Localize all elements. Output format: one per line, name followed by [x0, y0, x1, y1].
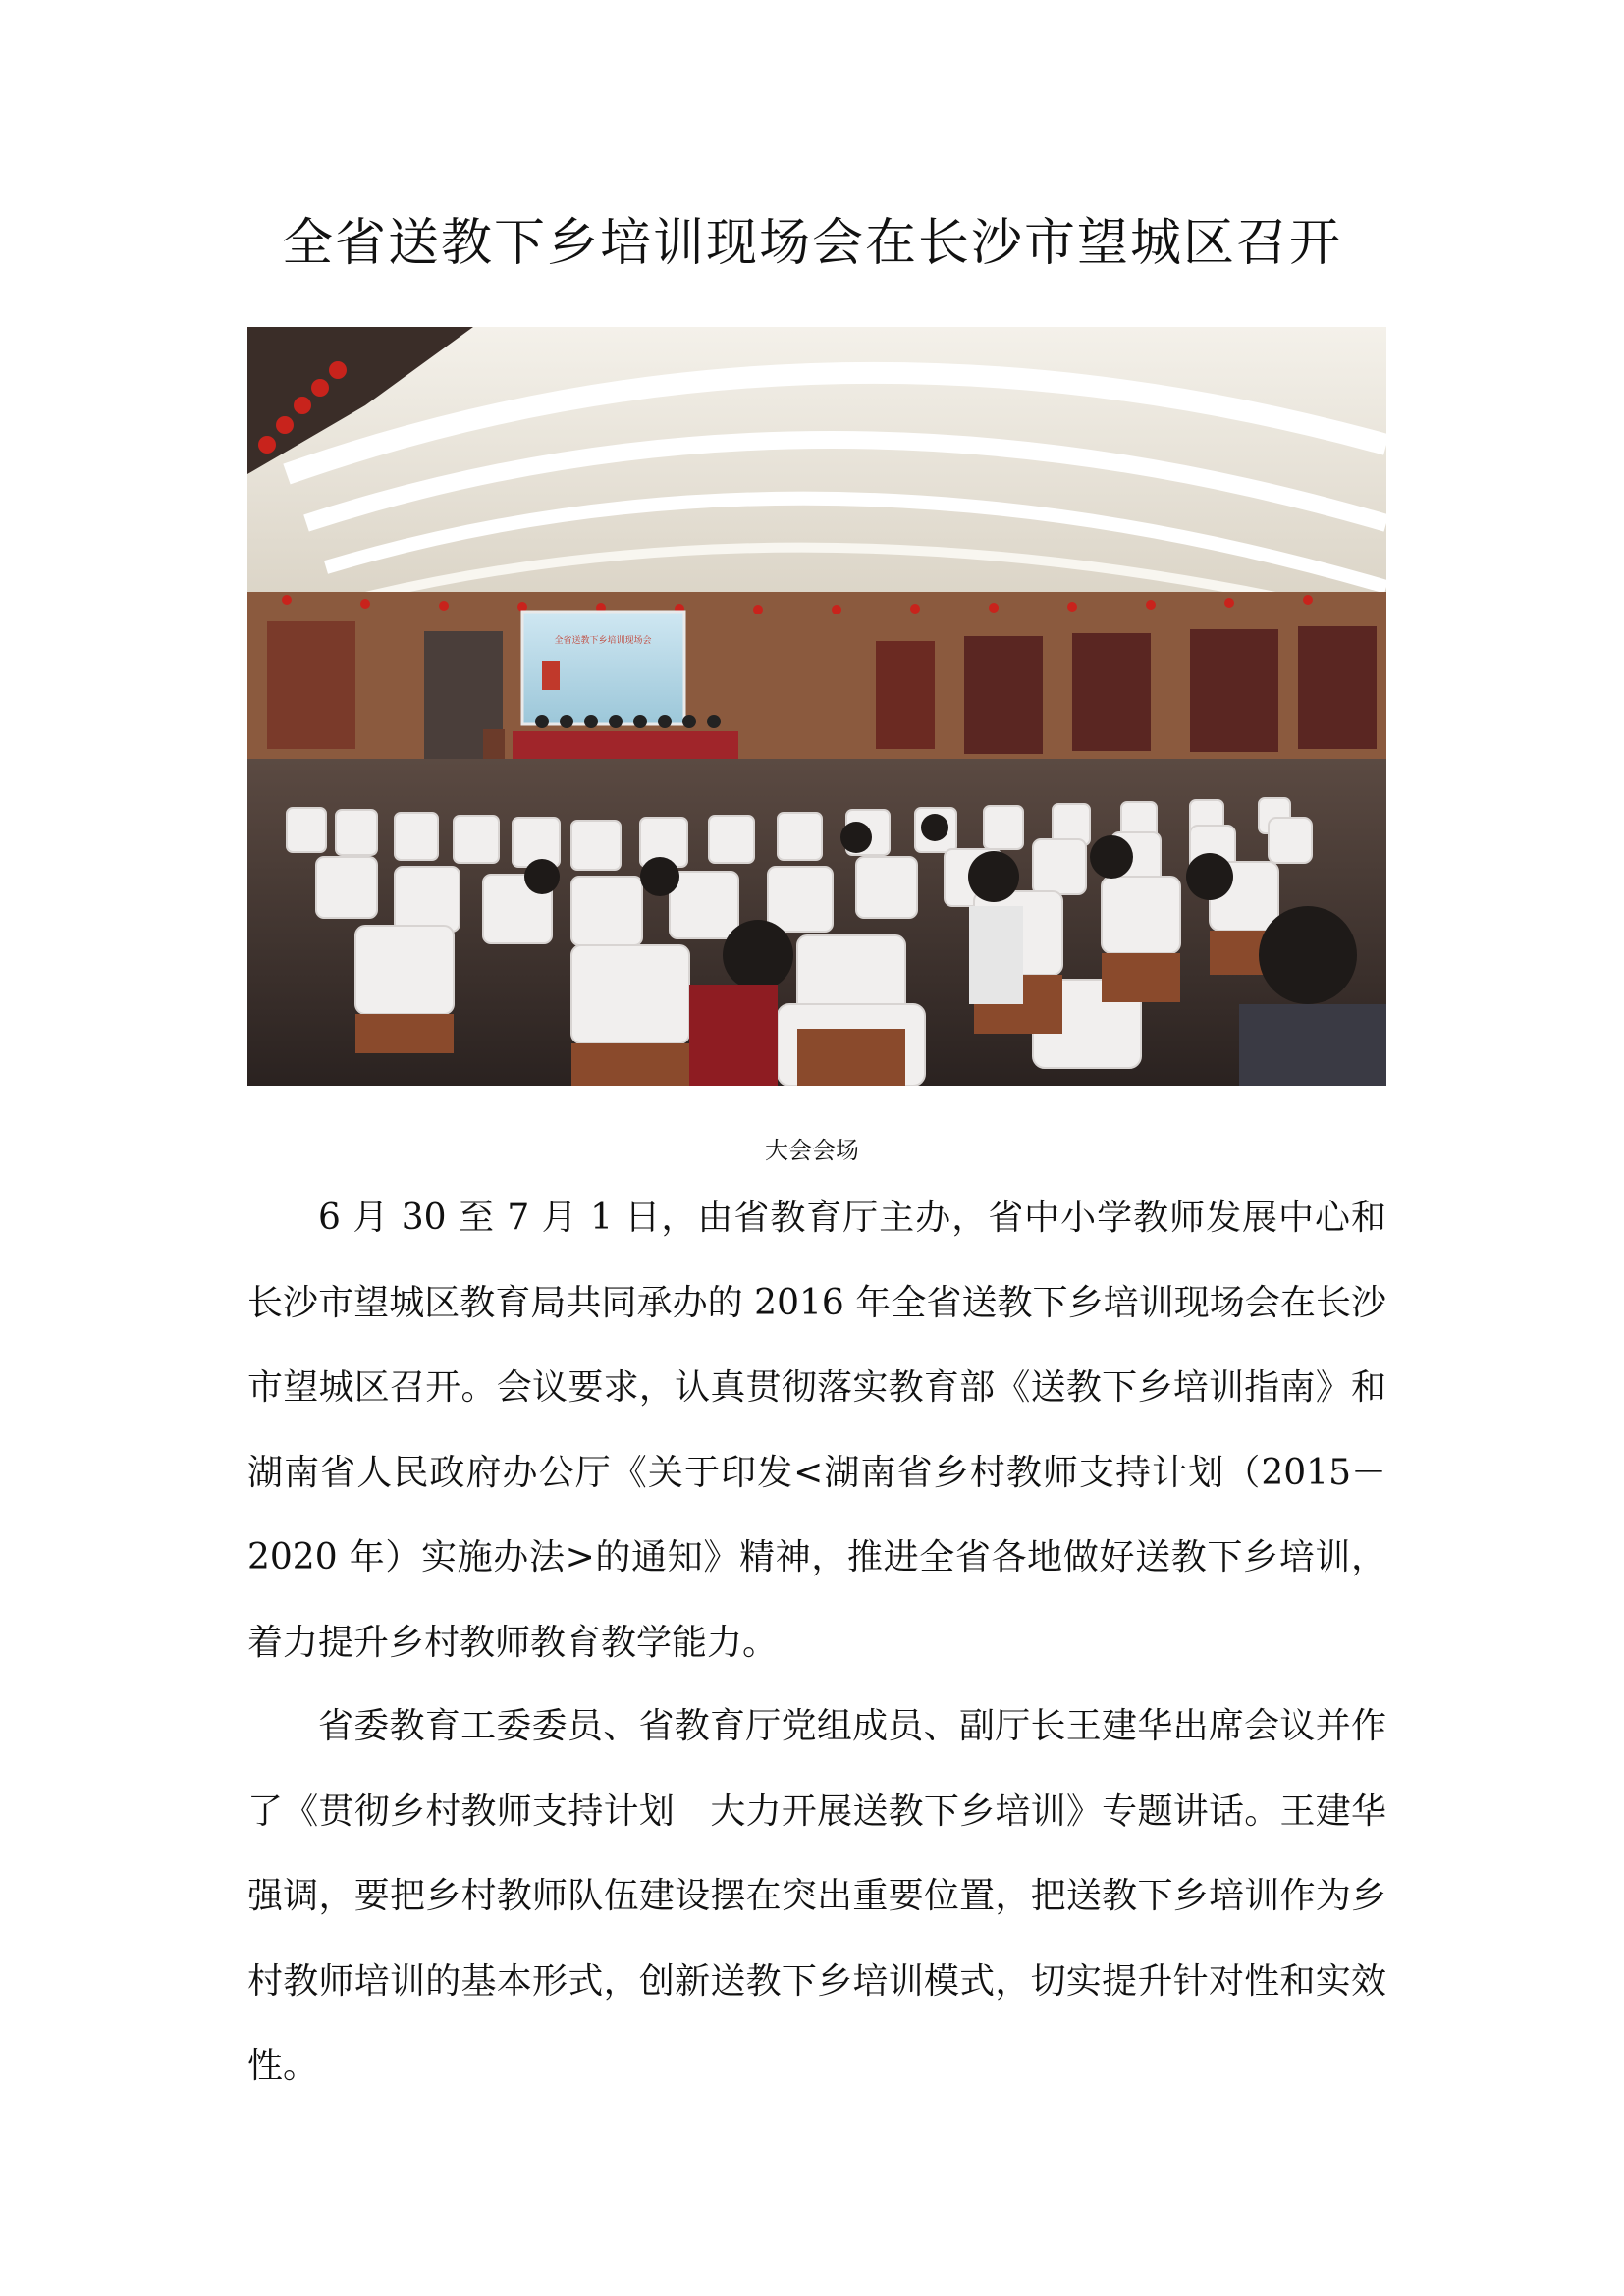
paragraph-1: 6 月 30 至 7 月 1 日，由省教育厅主办，省中小学教师发展中心和长沙市望城区教育局共同承办的 2016 年全省送教下乡培训现场会在长沙市望城区召开。会议要求，认真贯彻落实教育部《送教下乡培训指南》和湖南省人民政府办公厅《关于印发<湖南省乡村教师支持计划（2015－2020 年）实施办法>的通知》精神，推进全省各地做好送教下乡培训，着力提升乡村教师教育教学能力。: [247, 1198, 1386, 1663]
slide-text: 全省送教下乡培训现场会: [554, 636, 652, 646]
article-title: 全省送教下乡培训现场会在长沙市望城区召开: [281, 214, 1342, 273]
conference-hall-illustration: [247, 327, 1386, 1086]
paragraph-2: 省委教育工委委员、省教育厅党组成员、副厅长王建华出席会议并作了《贯彻乡村教师支持计划 大力开展送教下乡培训》专题讲话。王建华强调，要把乡村教师队伍建设摆在突出重要位置，把送教下乡培训作为乡村教师培训的基本形式，创新送教下乡培训模式，切实提升针对性和实效性。: [247, 1706, 1386, 2086]
photo-caption: 大会会场: [765, 1137, 859, 1164]
conference-hall-photo: [247, 327, 1386, 1086]
